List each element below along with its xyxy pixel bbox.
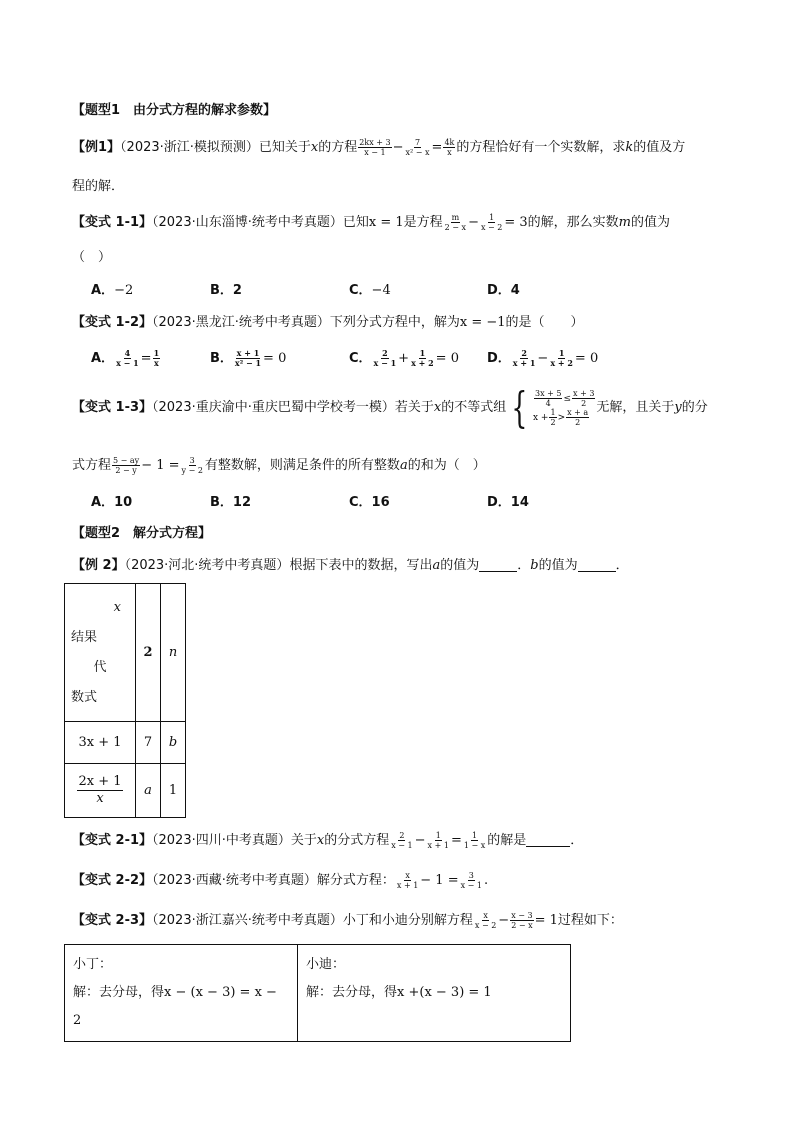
variant-text: 关于 [290, 833, 317, 848]
math-expr: x = −1 [459, 315, 506, 330]
math-op: = [450, 833, 462, 848]
fraction: $\frac{x - 3}{2 - x}$ [511, 911, 533, 930]
variant-text: 无解，且关于 [596, 400, 675, 415]
table-cell: 2 [136, 584, 161, 722]
variant-text: 小丁和小迪分别解方程 [342, 913, 473, 928]
solution-step: 解：去分母，得 [306, 985, 398, 1000]
example1-tag: 【例1】 [72, 140, 121, 155]
math-expr: − 1 = [420, 873, 459, 888]
option-a[interactable]: A． $\frac{4}{x - 1}$ = $\frac{1}{x}$ [91, 348, 160, 368]
fraction: $\frac{4k}{x}$ [444, 138, 455, 157]
variant-source: （2023·山东淄博·统考中考真题） [152, 215, 343, 230]
option-b[interactable]: B．12 [210, 495, 252, 510]
var-a: a [399, 458, 408, 473]
table-row-label: $\frac{2x + 1}{x}$ [65, 764, 136, 818]
math-expr: x = 1 [368, 215, 404, 230]
example1-line1 [72, 138, 734, 158]
fraction: $\frac{2kx + 3}{x - 1}$ [359, 138, 391, 157]
variant-tag: 【变式 2-1】 [72, 833, 153, 848]
table-cell: 7 [136, 722, 161, 764]
fraction: $\frac{3}{y - 2}$ [181, 456, 203, 475]
variant-text: ． [570, 833, 584, 848]
example1-source: （2023·浙江·模拟预测） [120, 140, 259, 155]
math-op: − [468, 215, 479, 230]
type2-title: 【题型2 解分式方程】 [72, 526, 212, 541]
variant-tag: 【变式 2-3】 [72, 913, 153, 928]
table-row-label: 3x + 1 [65, 722, 136, 764]
variant-text: 有整数解，则满足条件的所有整数 [204, 458, 400, 473]
option-a[interactable]: A．10 [91, 495, 133, 510]
solution-step: 解：去分母，得 [73, 985, 165, 1000]
variant-text: 的和为（ ） [407, 458, 486, 473]
variant-text: 的不等式组 [441, 400, 507, 415]
fraction: $\frac{1}{1 - x}$ [463, 831, 486, 850]
example2-text: ． [517, 558, 531, 573]
variant-source: （2023·西藏·统考中考真题） [152, 873, 317, 888]
fraction: $\frac{5 - ay}{2 - y}$ [113, 456, 140, 475]
example1-text: 的值及方 [633, 140, 686, 155]
example2-text: 的值为 [440, 558, 480, 573]
variant-text: 是方程 [403, 215, 443, 230]
student-name: 小丁： [73, 957, 113, 972]
option-c[interactable]: C． $\frac{2}{x - 1}$ + $\frac{1}{x + 2}$ = 0 [349, 348, 459, 368]
math-expr: = 1 [534, 913, 558, 928]
table-cell: 1 [161, 764, 186, 818]
option-b[interactable]: B．2 [210, 283, 242, 298]
fraction: $\frac{3}{x - 1}$ [460, 871, 482, 890]
option-d[interactable]: D． $\frac{2}{x + 1}$ − $\frac{1}{x + 2}$ = 0 [487, 348, 599, 368]
var-x: x [310, 140, 319, 155]
fraction: $\frac{2}{x - 1}$ [391, 831, 413, 850]
solution-cell-xiaoding [65, 945, 298, 1042]
example1-line2: 程的解． [72, 179, 125, 194]
fraction: $\frac{m}{2 - x}$ [444, 213, 467, 232]
math-expr: = 3 [504, 215, 528, 230]
variant-tag: 【变式 2-2】 [72, 873, 153, 888]
answer-paren: （ ） [72, 250, 112, 265]
example1-text: 的方程恰好有一个实数解，求 [456, 140, 626, 155]
header-dai: 代 [93, 659, 107, 675]
variant-source: （2023·黑龙江·统考中考真题） [152, 315, 330, 330]
variant-source: （2023·浙江嘉兴·统考中考真题） [152, 913, 343, 928]
variant-text: 的是（ ） [505, 315, 584, 330]
example1-text: 的方程 [318, 140, 358, 155]
header-x: x [113, 599, 121, 615]
variant-tag: 【变式 1-2】 [72, 315, 153, 330]
fraction: $\frac{1}{x - 2}$ [480, 213, 503, 232]
answer-blank-b[interactable] [578, 557, 616, 572]
brace-icon: { [511, 382, 528, 432]
math-op: − [392, 140, 404, 155]
solution-table [64, 944, 571, 1042]
variant-text: 的解，那么实数 [527, 215, 619, 230]
variant-2-3-line1 [72, 911, 734, 931]
var-y: y [674, 400, 682, 415]
table-cell: b [161, 722, 186, 764]
data-table [64, 583, 186, 818]
example2-text: 根据下表中的数据，写出 [289, 558, 433, 573]
example1-text: 已知关于 [258, 140, 311, 155]
math-expr: − 1 = [141, 458, 180, 473]
option-a[interactable]: A．−2 [91, 283, 134, 298]
type1-title: 【题型1 由分式方程的解求参数】 [72, 103, 277, 118]
variant-1-1-line1 [72, 213, 734, 233]
example2-tag: 【例 2】 [72, 558, 125, 573]
var-a: a [432, 558, 441, 573]
math-op: − [414, 833, 426, 848]
example2-source: （2023·河北·统考中考真题） [124, 558, 290, 573]
student-name: 小迪： [306, 957, 346, 972]
variant-text: 的分式方程 [324, 833, 390, 848]
variant-2-2-line1 [72, 871, 734, 891]
variant-source: （2023·重庆渝中·重庆巴蜀中学校考一模） [152, 400, 395, 415]
var-x: x [316, 833, 325, 848]
variant-text: 的值为 [631, 215, 671, 230]
variant-1-3-line1 [72, 384, 734, 432]
variant-1-3-line2 [72, 456, 734, 476]
fraction: $\frac{x}{x + 1}$ [396, 871, 419, 890]
math-op: − [498, 913, 510, 928]
var-x: x [433, 400, 442, 415]
math-expr: x +(x − 3) = 1 [397, 985, 492, 1000]
variant-source: （2023·四川·中考真题） [152, 833, 291, 848]
header-shushi: 数式 [71, 689, 98, 705]
variant-tag: 【变式 1-3】 [72, 400, 153, 415]
variant-text: 的解是 [487, 833, 527, 848]
option-d[interactable]: D．4 [487, 283, 520, 298]
fraction: $\frac{7}{\text{x² − x}}$ [405, 138, 430, 157]
variant-text: 解分式方程： [316, 873, 395, 888]
var-m: m [618, 215, 631, 230]
variant-text: 若关于 [394, 400, 434, 415]
answer-blank[interactable] [526, 832, 570, 847]
variant-text: 的分 [681, 400, 708, 415]
answer-blank-a[interactable] [479, 557, 517, 572]
math-op: = [431, 140, 443, 155]
option-c[interactable]: C．16 [349, 495, 390, 510]
variant-text: 下列分式方程中，解为 [329, 315, 460, 330]
header-result: 结果 [71, 629, 98, 645]
example2-text: 的值为 [538, 558, 578, 573]
variant-2-1-line1 [72, 831, 734, 851]
variant-tag: 【变式 1-1】 [72, 215, 153, 230]
variant-text: 过程如下： [557, 913, 623, 928]
option-b[interactable]: B． $\frac{x + 1}{\text{x² − 1}}$ = 0 [210, 348, 287, 368]
table-cell: a [136, 764, 161, 818]
option-d[interactable]: D．14 [487, 495, 529, 510]
var-k: k [625, 140, 634, 155]
example2-line1 [72, 556, 734, 576]
math-expr: x − (x − 3) = x − 2 [73, 985, 277, 1028]
variant-text: . [484, 873, 489, 888]
option-c[interactable]: C．−4 [349, 283, 391, 298]
solution-cell-xiaodi [298, 945, 571, 1042]
variant-text: 式方程 [72, 458, 112, 473]
inequality-system: $\frac{3x + 5}{4}$ ≤ $\frac{x + 3}{2}$ x + $\frac{1}{2}$ > $\frac{x + a}{2}$ [532, 388, 595, 427]
table-header-cell [65, 584, 136, 722]
fraction: $\frac{x}{x - 2}$ [474, 911, 497, 930]
variant-1-2-line1 [72, 313, 734, 333]
variant-text: 已知 [342, 215, 369, 230]
var-b: b [530, 558, 539, 573]
example2-text: ． [615, 558, 629, 573]
table-cell: n [161, 584, 186, 722]
fraction: $\frac{1}{x + 1}$ [427, 831, 449, 850]
